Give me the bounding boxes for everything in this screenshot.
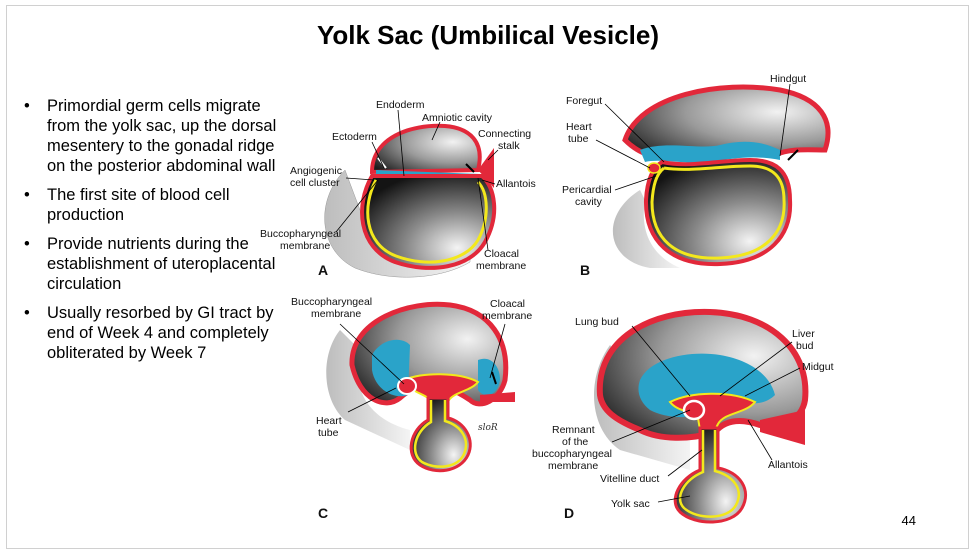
panel-a-endoderm-label: Endoderm [376,99,425,111]
panel-b-hindgut-label: Hindgut [770,73,807,85]
panel-b-heart-label-1: Heart [566,121,592,133]
panel-d-letter: D [564,505,575,521]
panel-a-amniotic-cavity [372,126,480,172]
panel-c-bucco-label-1: Buccopharyngeal [291,296,373,308]
page-number: 44 [901,513,916,528]
bullet-item: • Provide nutrients during the establishment of uteroplacental circulation [24,235,276,293]
panel-d-remnant-label-1: Remnant [552,424,595,436]
panel-a-allantois-label: Allantois [496,178,536,190]
panel-b-foregut-label: Foregut [566,95,603,107]
panel-b-pericardial-label-1: Pericardial [562,184,612,196]
panel-a-amniotic-label: Amniotic cavity [422,112,493,124]
panel-d-midgut-label: Midgut [802,361,834,373]
panel-d-allantois-label: Allantois [768,459,808,471]
panel-a-cloacal-label-2: membrane [476,260,527,272]
panel-a-ectoderm-label: Ectoderm [332,131,377,143]
panel-d-remnant-label-3: buccopharyngeal [532,448,612,460]
panel-a-stalk-label-2: stalk [498,140,520,152]
panel-d-yolksac-label: Yolk sac [611,498,650,510]
panel-d-lung-label: Lung bud [575,316,619,328]
panel-a [260,99,536,278]
panel-a-letter: A [318,262,329,278]
panel-a-yolk-sac [362,176,494,268]
bullet-dot: • [24,235,30,253]
bullet-dot: • [24,304,30,322]
panel-d-vitelline-label: Vitelline duct [600,473,660,485]
panel-a-bucco-label-2: membrane [280,240,331,252]
panel-d-liver-label-2: bud [796,340,814,352]
panel-b-arrow-left [630,168,640,172]
panel-c-bucco-label-2: membrane [311,308,362,320]
panel-c-letter: C [318,505,329,521]
panel-c-heart-label-1: Heart [316,415,342,427]
panel-d [532,312,834,522]
panel-a-angio-label-2: cell cluster [290,177,340,189]
panel-b-pericardial-label-2: cavity [575,196,602,208]
slide-title: Yolk Sac (Umbilical Vesicle) [316,20,659,50]
panel-c-cloacal-label-1: Cloacal [490,298,526,310]
panel-d-remnant-label-2: of the [562,436,589,448]
panel-d-heart [684,401,704,419]
panel-d-remnant-label-4: membrane [548,460,599,472]
panel-b-yolk-sac [646,160,790,264]
panel-b-letter: B [580,262,591,278]
panel-b [562,73,828,278]
bullet-item: • Primordial germ cells migrate from the yolk sac, up the dorsal mesentery to the gonadal ridge on the posterior abdominal wall [24,97,277,175]
bullet-item: • The first site of blood cell production [24,186,230,224]
bullet-dot: • [24,186,30,204]
panel-a-angio-label-1: Angiogenic [290,165,342,177]
panel-b-heart-label-2: tube [568,133,589,145]
bullet-dot: • [24,97,30,115]
panel-d-liver-label-1: Liver [792,328,815,340]
panel-c-cloacal-label-2: membrane [482,310,533,322]
panel-c-signature: sloR [478,423,498,433]
panel-c [291,296,532,521]
bullet-item: • Usually resorbed by GI tract by end of Week 4 and completely obliterated by Week 7 [24,304,274,362]
panel-a-bucco-label-1: Buccopharyngeal [260,228,342,240]
panel-a-cloacal-label-1: Cloacal [484,248,520,260]
panel-a-stalk-label-1: Connecting [478,128,532,140]
panel-c-heart-label-2: tube [318,427,339,439]
